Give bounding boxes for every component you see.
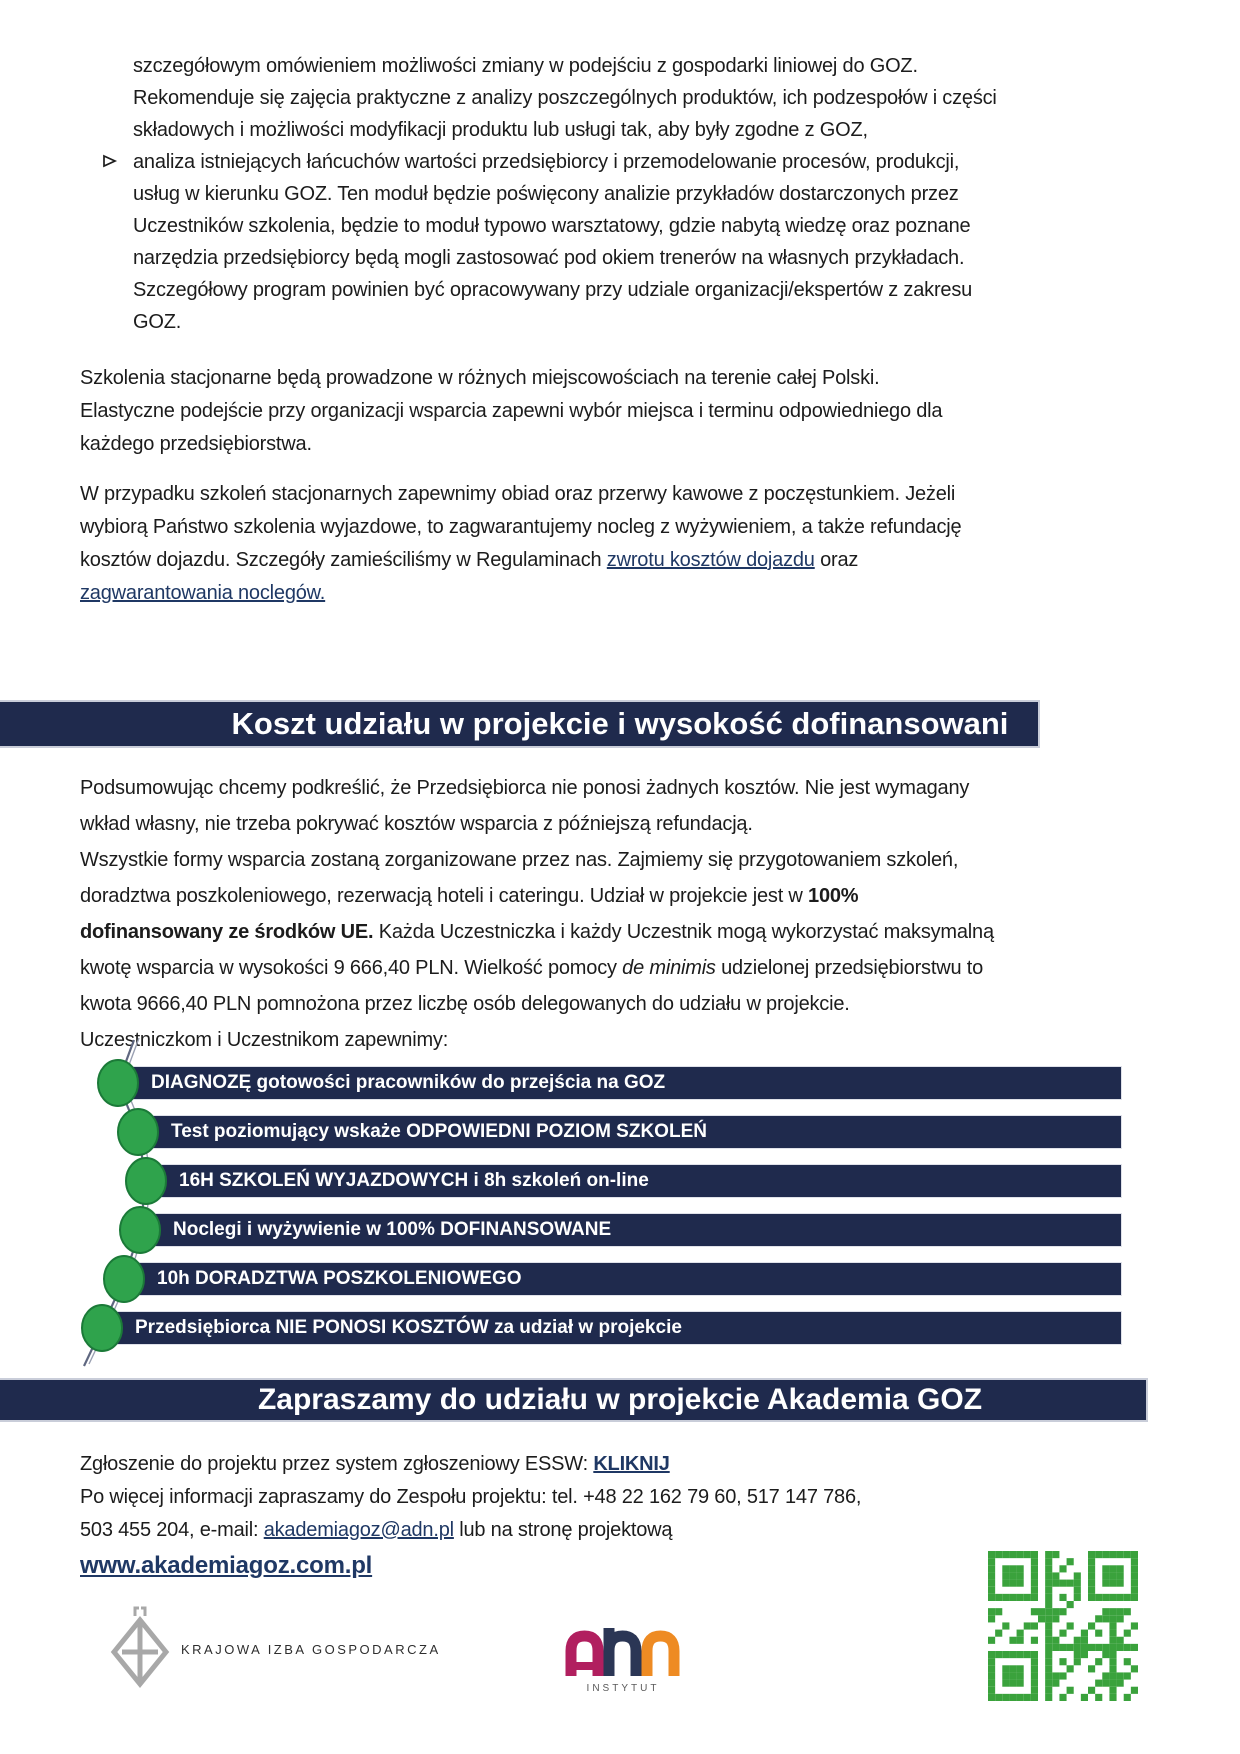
text-link[interactable]: zagwarantowania noclegów. [80, 582, 326, 604]
arrowhead-bullet-icon [102, 153, 118, 169]
text-segment: GOZ [623, 1072, 666, 1093]
text-segment: 100% [808, 885, 859, 907]
text-line [80, 428, 942, 461]
benefit-bar [124, 1262, 1122, 1296]
text-segment: NIE PONOSI KOSZTÓW [275, 1317, 489, 1338]
section-banner-invite-title: Zapraszamy do udziału w projekcie Akademia GOZ [257, 1383, 983, 1416]
section-banner-invite [0, 1378, 1148, 1422]
text-line [80, 1481, 861, 1514]
text-line [133, 242, 997, 274]
text-segment: Szczegółowy program powinien być opracowywany przy udziale organizacji/ekspertów z zakresu [133, 279, 973, 301]
text-segment: doradztwa poszkoleniowego, rezerwacją hoteli i cateringu. Udział w projekcie jest w [80, 885, 809, 907]
text-segment: wkład własny, nie trzeba pokrywać kosztów wsparcia z późniejszą refundacją. [80, 813, 753, 835]
text-line [80, 478, 961, 511]
text-segment: każdego przedsiębiorstwa. [80, 433, 312, 455]
benefit-bar [140, 1213, 1122, 1247]
text-line [133, 306, 997, 338]
paragraph-cost-summary [80, 770, 994, 1058]
text-segment: gotowości pracowników do przejścia na [251, 1072, 624, 1093]
benefit-bar [146, 1164, 1122, 1198]
text-segment: Test poziomujący wskaże [171, 1121, 407, 1142]
paragraph-catering-refund [80, 478, 961, 610]
text-line [80, 362, 942, 395]
benefit-bar [102, 1311, 1122, 1345]
text-link[interactable]: www.akademiagoz.com.pl [80, 1552, 373, 1579]
text-segment: W przypadku szkoleń stacjonarnych zapewnimy obiad oraz przerwy kawowe z poczęstunkiem. Jeżeli [80, 483, 956, 505]
text-segment: i 8h szkoleń on-line [468, 1170, 649, 1191]
intro-bullet-list [133, 50, 997, 338]
text-line [133, 82, 997, 114]
text-segment: Zgłoszenie do projektu przez system zgłoszeniowy ESSW: [80, 1453, 594, 1475]
text-segment: Rekomenduje się zajęcia praktyczne z analizy poszczególnych produktów, ich podzespołów i części [133, 87, 997, 109]
text-segment: 16H SZKOLEŃ WYJAZDOWYCH [179, 1170, 469, 1191]
text-segment: Uczestników szkolenia, będzie to moduł typowo warsztatowy, gdzie nabytą wiedzę oraz poznane [133, 215, 971, 237]
text-line [80, 511, 961, 544]
qr-code [988, 1551, 1138, 1701]
benefit-bar [138, 1115, 1122, 1149]
text-link[interactable]: akademiagoz@adn.pl [263, 1519, 454, 1541]
text-segment: Elastyczne podejście przy organizacji wsparcia zapewni wybór miejsca i terminu odpowiedniego dla [80, 400, 943, 422]
text-segment: 10h DORADZTWA POSZKOLENIOWEGO [157, 1268, 522, 1289]
text-segment: kosztów dojazdu. Szczegóły zamieściliśmy w Regulaminach [80, 549, 607, 571]
text-line [133, 114, 997, 146]
kig-logo-label: KRAJOWA IZBA GOSPODARCZA [181, 1642, 441, 1657]
text-segment: usług w kierunku GOZ. Ten moduł będzie poświęcony analizie przykładów dostarczonych przez [133, 183, 959, 205]
section-banner-cost [0, 700, 1040, 748]
text-segment: Wszystkie formy wsparcia zostaną zorganizowane przez nas. Zajmiemy się przygotowaniem szkoleń, [80, 849, 959, 871]
text-segment: de minimis [622, 957, 716, 979]
kig-logo-icon [108, 1604, 172, 1697]
text-segment: dofinansowany ze środków UE. [80, 921, 374, 943]
text-line [133, 178, 997, 210]
text-line [80, 577, 961, 610]
text-line [80, 395, 942, 428]
text-segment: GOZ. [133, 311, 182, 333]
text-line [80, 1549, 861, 1584]
text-segment: Po więcej informacji zapraszamy do Zespołu projektu: tel. +48 22 162 79 60, 517 147 786, [80, 1486, 862, 1508]
text-segment: udzielonej przedsiębiorstwu to [715, 957, 984, 979]
text-segment: Przedsiębiorca [135, 1317, 276, 1338]
contact-info [80, 1448, 861, 1584]
text-segment: Podsumowując chcemy podkreślić, że Przedsiębiorca nie ponosi żadnych kosztów. Nie jest wymagany [80, 777, 970, 799]
text-line [80, 986, 994, 1022]
text-line [80, 1448, 861, 1481]
text-segment: Szkolenia stacjonarne będą prowadzone w różnych miejscowościach na terenie całej Polski. [80, 367, 880, 389]
text-line [80, 1022, 994, 1058]
text-line [133, 50, 997, 82]
text-segment: wybiorą Państwo szkolenia wyjazdowe, to zagwarantujemy nocleg z wyżywieniem, a także refundację [80, 516, 962, 538]
text-segment: 503 455 204, e-mail: [80, 1519, 264, 1541]
text-segment: DIAGNOZĘ [151, 1072, 252, 1093]
text-link[interactable]: zwrotu kosztów dojazdu [606, 549, 815, 571]
text-segment: kwotę wsparcia w wysokości 9 666,40 PLN. Wielkość pomocy [80, 957, 623, 979]
text-segment: kwota 9666,40 PLN pomnożona przez liczbę osób delegowanych do udziału w projekcie. [80, 993, 850, 1015]
adn-instytut-logo [560, 1620, 690, 1701]
text-segment: lub na stronę projektową [453, 1519, 673, 1541]
text-line [80, 544, 961, 577]
text-line [80, 770, 994, 806]
text-line [133, 146, 997, 178]
text-segment: szczegółowym omówieniem możliwości zmiany w podejściu z gospodarki liniowej do GOZ. [133, 55, 918, 77]
adn-logo-sublabel: INSTYTUT [586, 1683, 660, 1694]
text-line [80, 1514, 861, 1547]
paragraph-locations [80, 362, 942, 461]
text-line [80, 950, 994, 986]
text-line [80, 842, 994, 878]
text-segment: DOFINANSOWANE [440, 1219, 612, 1240]
text-segment: składowych i możliwości modyfikacji produktu lub usługi tak, aby były zgodne z GOZ, [133, 119, 868, 141]
text-segment: Noclegi i wyżywienie w 100% [173, 1219, 441, 1240]
text-segment: analiza istniejących łańcuchów wartości przedsiębiorcy i przemodelowanie procesów, produkcji, [133, 151, 960, 173]
text-segment: za udział w projekcie [488, 1317, 682, 1338]
text-segment: Uczestniczkom i Uczestnikom zapewnimy: [80, 1029, 449, 1051]
text-line [80, 914, 994, 950]
text-line [80, 806, 994, 842]
text-line [80, 878, 994, 914]
text-segment: narzędzia przedsiębiorcy będą mogli zastosować pod okiem trenerów na własnych przykładach. [133, 247, 965, 269]
text-line [133, 210, 997, 242]
text-segment: Każda Uczestniczka i każdy Uczestnik mogą wykorzystać maksymalną [373, 921, 994, 943]
text-segment: oraz [814, 549, 859, 571]
text-line [133, 274, 997, 306]
benefit-bar [118, 1066, 1122, 1100]
text-link[interactable]: KLIKNIJ [593, 1453, 670, 1475]
section-banner-cost-title: Koszt udziału w projekcie i wysokość dofinansowani [231, 706, 1009, 741]
text-segment: ODPOWIEDNI POZIOM SZKOLEŃ [406, 1121, 707, 1142]
